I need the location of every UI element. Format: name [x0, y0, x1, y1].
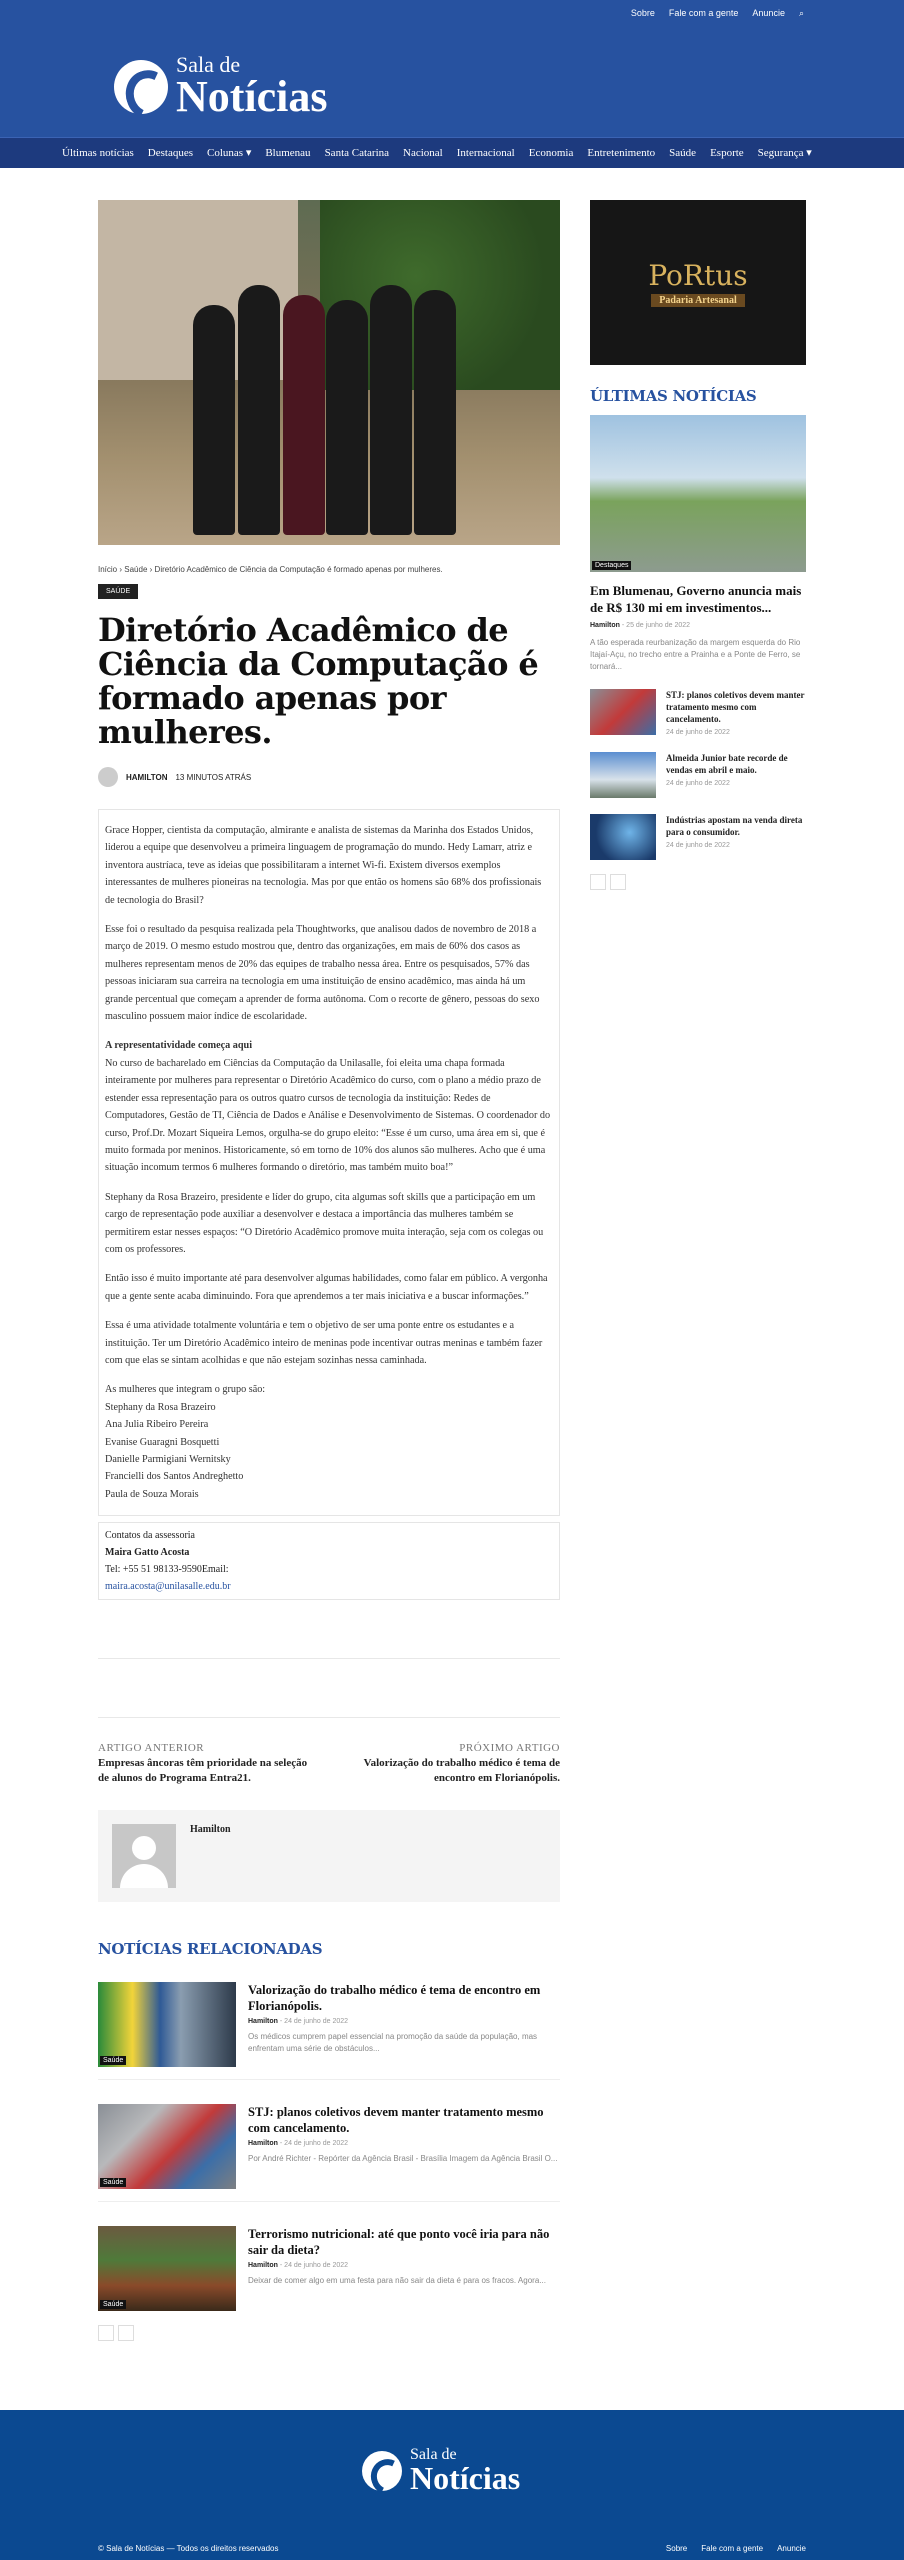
related-thumbnail[interactable]	[98, 2226, 236, 2311]
lead-excerpt: A tão esperada reurbanização da margem esquerda do Rio Itajaí-Açu, no trecho entre a Prainha e a Ponte de Ferro, se tornará...	[590, 638, 801, 671]
author-name[interactable]: HAMILTON	[126, 772, 168, 782]
sidebar-item-title[interactable]: Almeida Junior bate recorde de vendas em abril e maio.	[666, 753, 788, 775]
top-link-fale[interactable]: Fale com a gente	[668, 8, 739, 18]
contact-box	[98, 1522, 560, 1600]
footer-link-fale[interactable]: Fale com a gente	[701, 2544, 764, 2553]
footer-link-anuncie[interactable]: Anuncie	[777, 2544, 806, 2553]
author-box-name[interactable]: Hamilton	[190, 1824, 231, 1836]
member: Ana Julia Ribeiro Pereira	[105, 1419, 209, 1431]
lead-date: - 25 de junho de 2022	[621, 622, 691, 629]
sidebar-item-date: 24 de junho de 2022	[666, 842, 730, 849]
footer-bar	[0, 2538, 904, 2560]
lead-author[interactable]: Hamilton	[590, 622, 620, 629]
related-meta	[248, 2262, 560, 2269]
related-author[interactable]: Hamilton	[248, 2018, 278, 2026]
related-author[interactable]: Hamilton	[248, 2262, 278, 2270]
next-title[interactable]: Valorização do trabalho médico é tema de encontro em Florianópolis.	[363, 1757, 560, 1785]
paragraph: Esse foi o resultado da pesquisa realizada pela Thoughtworks, que analisou dados de novembro de 2018 a março de 2019. O mesmo estudo mostrou que, dentro das organizações, em mais de 60% dos casos as mulheres representam menos de 20% das equipes de trabalho nessa área. Entre os pesquisados, 57% das pessoas iniciaram sua carreira na tecnologia em uma instituição de ensino acadêmico, mas ainda há um grande percentual que começam a aprender de forma autônoma. Com o recorte de gênero, pessoas do sexo masculino possuem maior índice de escolaridade.	[105, 924, 540, 1023]
sidebar-list-item[interactable]	[590, 752, 806, 798]
member: Francielli dos Santos Andreghetto	[105, 1471, 244, 1483]
crumb-home[interactable]: Início	[98, 565, 118, 574]
related-badge[interactable]: Saúde	[100, 2300, 126, 2309]
logo-line1: Sala de	[176, 52, 241, 77]
sidebar-item-title[interactable]: Indústrias apostam na venda direta para o consumidor.	[666, 815, 803, 837]
footer-links	[666, 2544, 806, 2553]
hero-person	[283, 295, 325, 535]
hero-person	[193, 305, 235, 535]
footer	[0, 2410, 904, 2560]
breadcrumb	[98, 565, 560, 574]
related-title[interactable]: Valorização do trabalho médico é tema de encontro em Florianópolis.	[248, 1983, 541, 2014]
next-label: PRÓXIMO ARTIGO	[459, 1742, 560, 1755]
footer-link-sobre[interactable]: Sobre	[665, 2544, 688, 2553]
related-date: - 24 de junho de 2022	[279, 2262, 349, 2270]
contact-email-link[interactable]: maira.acosta@unilasalle.edu.br	[105, 1581, 231, 1593]
author-avatar[interactable]	[112, 1824, 176, 1888]
footer-logo-line2: Notícias	[410, 2460, 521, 2496]
category-tag[interactable]: SAÚDE	[98, 584, 138, 599]
prev-title[interactable]: Empresas âncoras têm prioridade na seleção de alunos do Programa Entra21.	[98, 1757, 308, 1785]
paragraph: Então isso é muito importante até para desenvolver algumas habilidades, como falar em público. A vergonha que a gente sente acaba diminuindo. Fora que aprendemos a ter mais iniciativa e a buscar informações.”	[105, 1273, 548, 1302]
nav-colunas[interactable]: Colunas ▾	[207, 147, 252, 159]
ad-subtitle: Padaria Artesanal	[651, 294, 745, 307]
list-item[interactable]	[98, 2104, 560, 2189]
related-excerpt: Por André Richter - Repórter da Agência Brasil - Brasília Imagem da Agência Brasil O...	[248, 2154, 558, 2164]
related-title[interactable]: Terrorismo nutricional: até que ponto você iria para não sair da dieta?	[248, 2227, 550, 2258]
related-thumbnail[interactable]	[98, 2104, 236, 2189]
related-excerpt: Os médicos cumprem papel essencial na promoção da saúde da população, mas enfrentam uma série de obstáculos...	[248, 2032, 538, 2054]
crumb-sep: ›	[149, 565, 153, 574]
sidebar-list-item[interactable]	[590, 814, 806, 860]
sidebar-list-item[interactable]	[590, 689, 806, 736]
lead-meta	[590, 622, 806, 629]
related-title[interactable]: STJ: planos coletivos devem manter tratamento mesmo com cancelamento.	[248, 2105, 544, 2136]
top-links	[631, 8, 804, 19]
divider	[98, 1717, 560, 1718]
ad-title: PoRtus	[648, 258, 748, 292]
article-navigation	[98, 1742, 560, 1786]
prev-page-button[interactable]	[98, 2325, 114, 2341]
nav-economia[interactable]: Economia	[528, 147, 574, 159]
next-page-button[interactable]	[118, 2325, 134, 2341]
prev-label: ARTIGO ANTERIOR	[98, 1742, 205, 1755]
member: Evanise Guaragni Bosquetti	[105, 1436, 220, 1448]
related-badge[interactable]: Saúde	[100, 2056, 126, 2065]
ad-banner[interactable]	[590, 200, 806, 365]
list-item[interactable]	[98, 2226, 560, 2311]
divider	[98, 1658, 560, 1659]
sidebar-heading: ÚLTIMAS NOTÍCIAS	[590, 387, 757, 405]
sidebar	[590, 200, 806, 890]
logo-line2: Notícias	[176, 72, 328, 121]
related-badge[interactable]: Saúde	[100, 2178, 126, 2187]
publish-time: 13 MINUTOS ATRÁS	[175, 772, 252, 782]
sidebar-thumbnail[interactable]	[590, 752, 656, 798]
sidebar-item-title[interactable]: STJ: planos coletivos devem manter tratamento mesmo com cancelamento.	[666, 690, 805, 724]
next-article[interactable]	[340, 1742, 560, 1786]
nav-internacional[interactable]: Internacional	[456, 147, 515, 159]
member: Paula de Souza Morais	[105, 1488, 199, 1500]
nav-seguranca[interactable]: Segurança ▾	[757, 147, 812, 159]
top-link-sobre[interactable]: Sobre	[630, 8, 655, 18]
header	[0, 0, 904, 137]
nav-sc[interactable]: Santa Catarina	[324, 147, 390, 159]
copyright: © Sala de Notícias — Todos os direitos reservados	[98, 2544, 279, 2553]
sidebar-thumbnail[interactable]	[590, 689, 656, 735]
nav-destaques[interactable]: Destaques	[147, 147, 194, 159]
lead-thumbnail[interactable]	[590, 415, 806, 572]
page-title: Diretório Acadêmico de Ciência da Computação é formado apenas por mulheres.	[98, 611, 539, 751]
logo-icon	[114, 60, 168, 114]
related-pager	[98, 2325, 560, 2341]
nav-ultimas[interactable]: Últimas notícias	[62, 147, 134, 159]
related-excerpt: Deixar de comer algo em uma festa para não sair da dieta é para os fracos. Agora...	[248, 2276, 546, 2286]
crumb-current: Diretório Acadêmico de Ciência da Computação é formado apenas por mulheres.	[154, 565, 443, 574]
nav-nacional[interactable]: Nacional	[403, 147, 443, 159]
hero-person	[414, 290, 456, 535]
related-meta	[248, 2018, 560, 2025]
paragraph: Essa é uma atividade totalmente voluntária e tem o objetivo de ser uma ponte entre os estudantes e a instituição. Ter um Diretório Acadêmico inteiro de meninas pode incentivar outras meninas e também fazer com que elas se sintam acolhidas e que não estejam sozinhas nessa caminhada.	[105, 1320, 543, 1366]
paragraph: Grace Hopper, cientista da computação, almirante e analista de sistemas da Marinha dos Estados Unidos, liderou a equipe que desenvolveu a primeira linguagem de programação do mundo. Hedy Lamarr, atriz e inventora austríaca, teve as ideias que possibilitaram a internet Wi-fi. Existem diversos exemplos interessantes de mulheres pioneiras na tecnologia. Mas por que então os homens são 68% dos profissionais de tecnologia do Brasil?	[105, 825, 542, 906]
prev-page-button[interactable]	[590, 874, 606, 890]
contact-tel: Tel: +55 51 98133-9590Email:	[105, 1564, 229, 1576]
contact-name: Maira Gatto Acosta	[105, 1547, 190, 1559]
prev-article[interactable]	[98, 1742, 318, 1786]
article-body	[98, 809, 560, 1516]
author-box	[98, 1810, 560, 1902]
members-intro: As mulheres que integram o grupo são:	[105, 1384, 266, 1396]
contact-label: Contatos da assessoria	[105, 1530, 195, 1542]
list-item[interactable]	[98, 1982, 560, 2067]
hero-person	[238, 285, 280, 535]
avatar	[98, 767, 118, 787]
member: Stephany da Rosa Brazeiro	[105, 1401, 216, 1413]
sidebar-thumbnail[interactable]	[590, 814, 656, 860]
related-meta	[248, 2140, 560, 2147]
footer-logo-line1: Sala de	[410, 2446, 457, 2463]
related-thumbnail[interactable]	[98, 1982, 236, 2067]
related-author[interactable]: Hamilton	[248, 2140, 278, 2148]
main-nav	[0, 137, 904, 168]
crumb-sep: ›	[119, 565, 123, 574]
sidebar-item-date: 24 de junho de 2022	[666, 729, 730, 736]
logo-icon	[362, 2451, 402, 2491]
top-link-anuncie[interactable]: Anuncie	[752, 8, 785, 18]
crumb-saude[interactable]: Saúde	[124, 565, 148, 574]
footer-logo[interactable]	[362, 2448, 520, 2494]
next-page-button[interactable]	[610, 874, 626, 890]
nav-esporte[interactable]: Esporte	[710, 147, 744, 159]
paragraph: No curso de bacharelado em Ciências da Computação da Unilasalle, foi eleita uma chapa formada inteiramente por mulheres para representar o Diretório Acadêmico do curso, com o plano a médio prazo de estender essa representação para os outros quatro cursos de tecnologia da instituição: Redes de Computadores, Gestão de TI, Ciência de Dados e Análise e Desenvolvimento de Sistemas. O coordenador do curso, Prof.Dr. Mozart Siqueira Lemos, orgulha-se do grupo eleito: “Esse é um curso, uma área em si, que é muito formada por meninos. Historicamente, só em torno de 10% dos alunos são mulheres. Acho que é uma situação incomum termos 6 mulheres formando o diretório, mas também muito boa!”	[105, 1057, 551, 1174]
related-heading: NOTÍCIAS RELACIONADAS	[98, 1940, 323, 1959]
article-meta	[98, 767, 560, 787]
nav-entretenimento[interactable]: Entretenimento	[587, 147, 656, 159]
related-date: - 24 de junho de 2022	[279, 2140, 349, 2148]
paragraph: Stephany da Rosa Brazeiro, presidente e líder do grupo, cita algumas soft skills que a participação em um cargo de representação pode auxiliar a desenvolver e destaca a importância das mulheres também se permitirem estar nesses espaços: “O Diretório Acadêmico promove muita interação, seja com os colegas ou com os professores.	[105, 1191, 544, 1255]
nav-blumenau[interactable]: Blumenau	[265, 147, 311, 159]
sidebar-item-date: 24 de junho de 2022	[666, 780, 730, 787]
divider	[98, 2201, 560, 2202]
nav-saude[interactable]: Saúde	[669, 147, 697, 159]
divider	[98, 2079, 560, 2080]
hero-person	[370, 285, 412, 535]
site-logo[interactable]	[114, 52, 328, 121]
article-column	[98, 200, 560, 2341]
sidebar-pager	[590, 874, 806, 890]
hero-person	[326, 300, 368, 535]
subheading: A representatividade começa aqui	[105, 1040, 253, 1052]
member: Danielle Parmigiani Wernitsky	[105, 1454, 231, 1465]
lead-badge[interactable]: Destaques	[592, 561, 631, 570]
search-icon[interactable]: ⌕	[798, 8, 804, 18]
article-hero-image	[98, 200, 560, 545]
related-date: - 24 de junho de 2022	[279, 2018, 349, 2026]
lead-title[interactable]: Em Blumenau, Governo anuncia mais de R$ 130 mi em investimentos...	[590, 583, 802, 615]
